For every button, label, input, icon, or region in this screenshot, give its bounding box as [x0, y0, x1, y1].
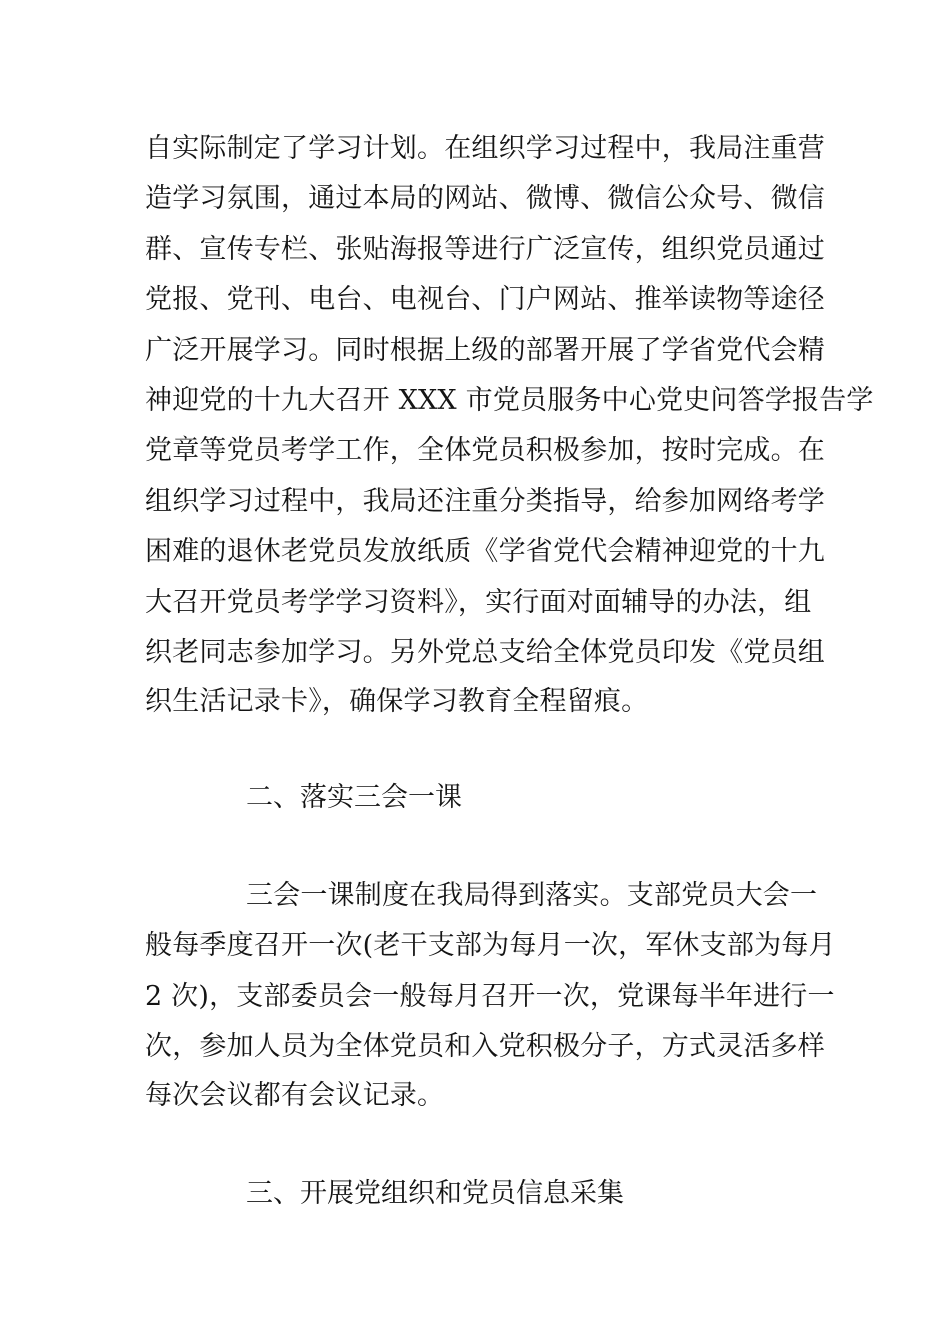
paragraph-line: 组织学习过程中，我局还注重分类指导，给参加网络考学 — [145, 486, 825, 517]
paragraph-line: 织生活记录卡》，确保学习教育全程留痕。 — [145, 686, 649, 717]
paragraph-line: 造学习氛围，通过本局的网站、微博、微信公众号、微信 — [145, 183, 825, 214]
paragraph-line: 群、宣传专栏、张贴海报等进行广泛宣传，组织党员通过 — [145, 234, 825, 265]
paragraph-line: 党报、党刊、电台、电视台、门户网站、推举读物等途径 — [145, 284, 825, 315]
paragraph-line: 党章等党员考学工作，全体党员积极参加，按时完成。在 — [145, 435, 825, 466]
paragraph-line: 织老同志参加学习。另外党总支给全体党员印发《党员组 — [145, 637, 825, 668]
paragraph-line: 般每季度召开一次(老干支部为每月一次，军休支部为每月 — [145, 930, 836, 961]
paragraph-line: 2 次)，支部委员会一般每月召开一次，党课每半年进行一 — [145, 981, 835, 1012]
paragraph-line: 每次会议都有会议记录。 — [145, 1080, 445, 1111]
paragraph-line: 自实际制定了学习计划。在组织学习过程中，我局注重营 — [145, 133, 825, 164]
section-heading-3: 三、开展党组织和党员信息采集 — [246, 1178, 624, 1209]
paragraph-line: 困难的退休老党员发放纸质《学省党代会精神迎党的十九 — [145, 536, 825, 567]
section-heading-2: 二、落实三会一课 — [246, 782, 462, 813]
paragraph-line: 神迎党的十九大召开 XXX 市党员服务中心党史问答学报告学 — [145, 385, 874, 416]
paragraph-line: 大召开党员考学学习资料》，实行面对面辅导的办法，组 — [145, 587, 812, 618]
paragraph-line: 三会一课制度在我局得到落实。支部党员大会一 — [246, 880, 818, 911]
paragraph-line: 次，参加人员为全体党员和入党积极分子，方式灵活多样 — [145, 1031, 825, 1062]
paragraph-line: 广泛开展学习。同时根据上级的部署开展了学省党代会精 — [145, 335, 825, 366]
